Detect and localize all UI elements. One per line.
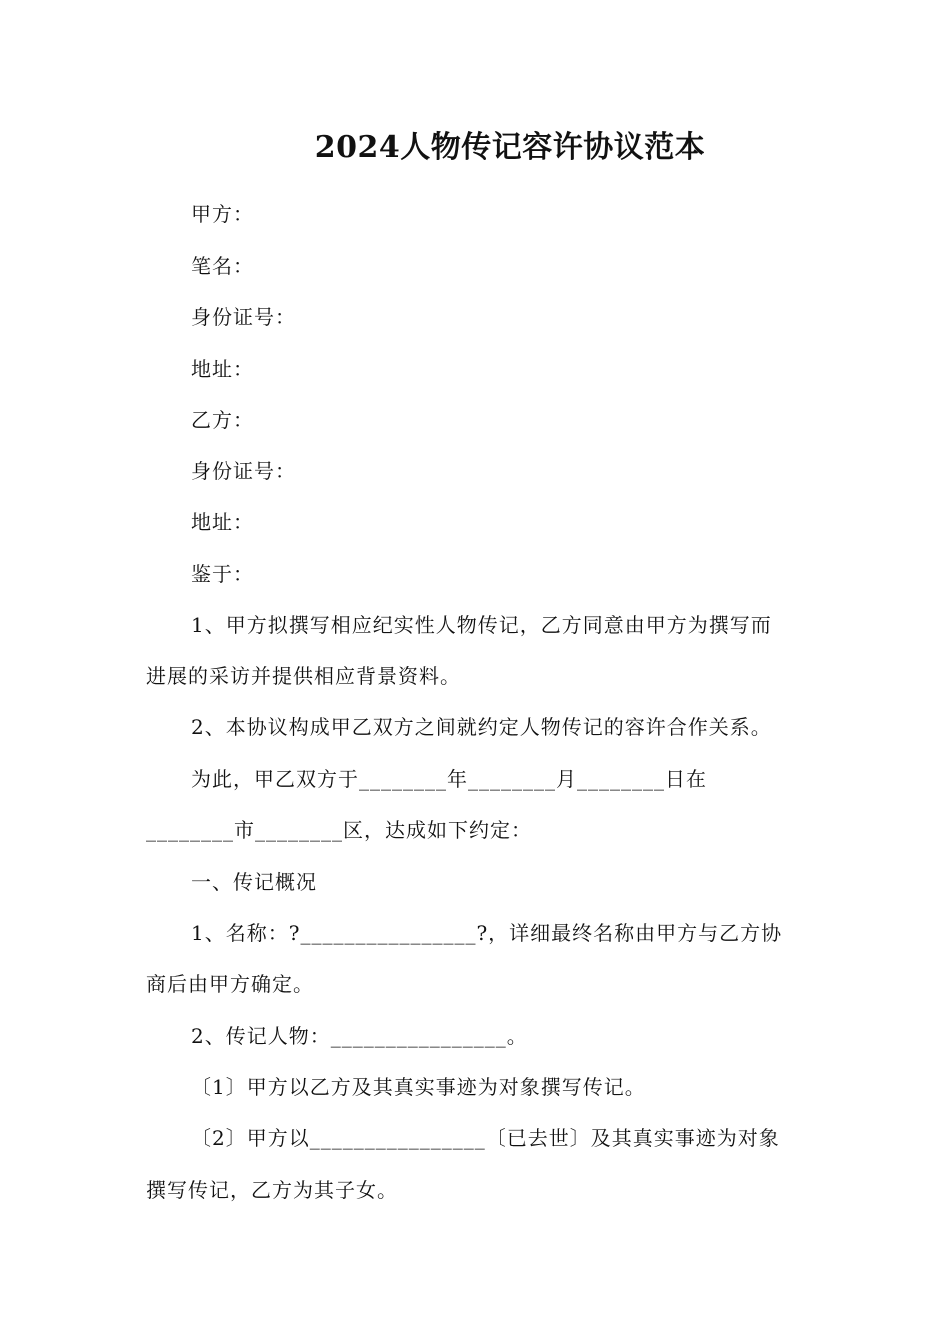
document-title: 2024人物传记容许协议范本	[314, 130, 706, 165]
party-a-address-label: 地址：	[191, 357, 254, 381]
party-b-label: 乙方：	[191, 408, 254, 432]
party-b-address-label: 地址：	[191, 510, 254, 534]
clause-paragraph: 进展的采访并提供相应背景资料。	[146, 664, 461, 688]
clause-paragraph: 商后由甲方确定。	[146, 972, 314, 996]
clause-paragraph: 1、甲方拟撰写相应纪实性人物传记，乙方同意由甲方为撰写而	[191, 613, 772, 637]
party-a-id-label: 身份证号：	[191, 305, 296, 329]
clause-paragraph: 1、名称：?________________?，详细最终名称由甲方与乙方协	[191, 921, 783, 945]
clause-paragraph: 2、本协议构成甲乙双方之间就约定人物传记的容许合作关系。	[191, 715, 772, 739]
clause-paragraph: 〔2〕甲方以________________〔已去世〕及其真实事迹为对象	[191, 1126, 780, 1150]
clause-paragraph: ________市________区，达成如下约定：	[146, 818, 532, 842]
clause-paragraph: 为此，甲乙双方于________年________月________日在	[191, 767, 707, 791]
party-b-id-label: 身份证号：	[191, 459, 296, 483]
pen-name-label: 笔名：	[191, 254, 254, 278]
whereas-label: 鉴于：	[191, 562, 254, 586]
section-heading: 一、传记概况	[191, 870, 317, 894]
clause-paragraph: 撰写传记，乙方为其子女。	[146, 1178, 398, 1202]
party-a-label: 甲方：	[191, 202, 254, 226]
clause-paragraph: 〔1〕甲方以乙方及其真实事迹为对象撰写传记。	[191, 1075, 646, 1099]
clause-paragraph: 2、传记人物：________________。	[191, 1024, 528, 1048]
